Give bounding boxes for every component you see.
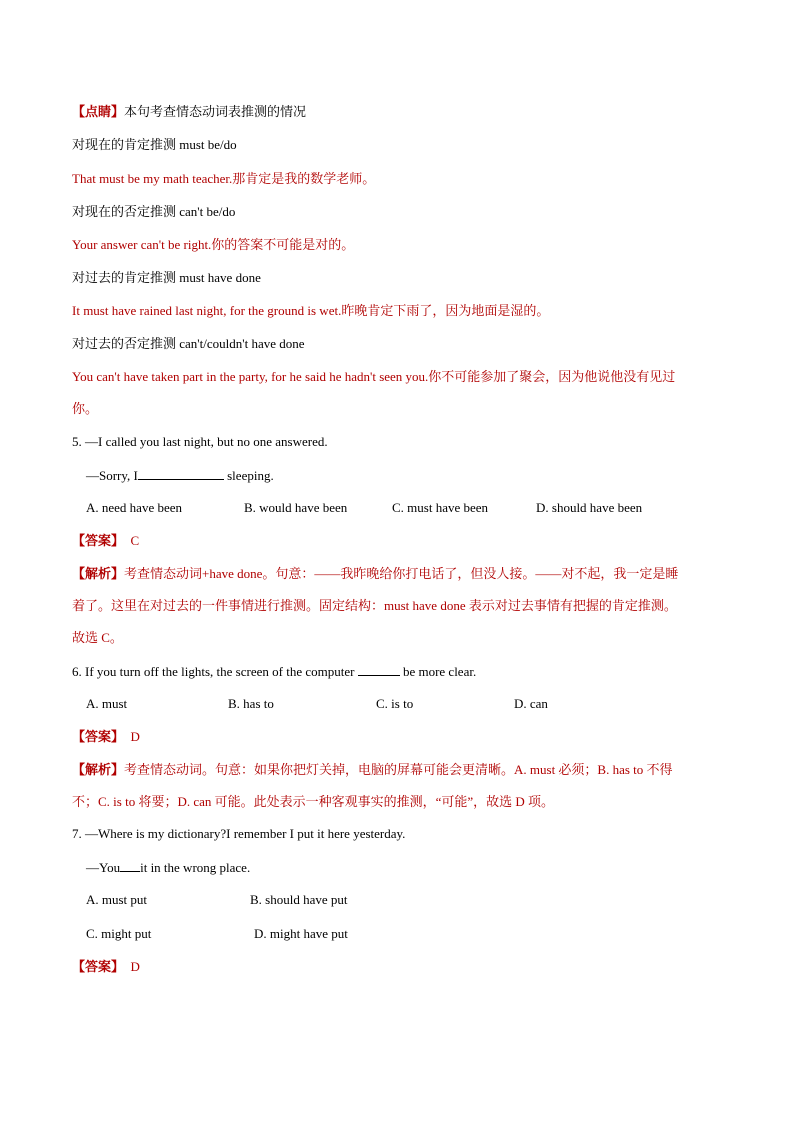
q5-option-a: A. need have been	[86, 500, 183, 515]
q5-analysis-line2: 着了。这里在对过去的一件事情进行推测。固定结构：must have done 表示对过去事情有把握的肯定推测。	[72, 598, 677, 613]
rule-example: That must be my math teacher.那肯定是我的数学老师。	[72, 171, 376, 186]
answer-blank	[138, 467, 224, 480]
answer-blank	[358, 663, 400, 676]
q6-option-b: B. has to	[228, 696, 274, 711]
q6-stem-start: 6. If you turn off the lights, the screen of the computer	[72, 664, 358, 679]
q5-option-b: B. would have been	[244, 500, 348, 515]
q5-reply-start: —Sorry, I	[86, 468, 138, 483]
dianjing-text: 本句考查情态动词表推测的情况	[124, 104, 307, 119]
q7-reply-end: it in the wrong place.	[140, 860, 251, 875]
q7-option-c: C. might put	[86, 926, 152, 941]
rule-title: 对现在的肯定推测 must be/do	[72, 137, 237, 152]
q6-stem	[72, 663, 476, 680]
q6-analysis	[72, 762, 673, 778]
rule-example: Your answer can't be right.你的答案不可能是对的。	[72, 237, 355, 252]
analysis-tag: 【解析】	[72, 566, 125, 581]
q5-reply-end: sleeping.	[223, 468, 274, 483]
q7-option-d: D. might have put	[254, 926, 348, 941]
q6-analysis-line2: 不；C. is to 将要；D. can 可能。此处表示一种客观事实的推测，“可能”，故选 D 项。	[72, 794, 555, 809]
analysis-text: 考查情态动词+have done。句意：——我昨晚给你打电话了，但没人接。——对不起，我一定是睡	[124, 566, 679, 581]
rule-example: You can't have taken part in the party, for he said he hadn't seen you.你不可能参加了聚会，因为他说他没有见过	[72, 369, 676, 384]
q7-option-b: B. should have put	[250, 892, 348, 907]
answer-tag: 【答案】	[72, 959, 125, 974]
q7-reply-start: —You	[86, 860, 121, 875]
q6-answer	[72, 729, 140, 745]
rule-title: 对过去的否定推测 can't/couldn't have done	[72, 336, 305, 351]
answer-value: D	[130, 729, 140, 744]
q6-stem-end: be more clear.	[399, 664, 477, 679]
q7-option-a: A. must put	[86, 892, 148, 907]
rule-example-continued: 你。	[72, 401, 99, 416]
answer-value: D	[130, 959, 140, 974]
q6-option-d: D. can	[514, 696, 548, 711]
analysis-tag: 【解析】	[72, 762, 125, 777]
rule-title: 对过去的肯定推测 must have done	[72, 270, 261, 285]
answer-blank	[120, 859, 140, 872]
dianjing-tag: 【点睛】	[72, 104, 125, 119]
q5-option-c: C. must have been	[392, 500, 489, 515]
q5-answer	[72, 533, 139, 549]
q7-answer	[72, 959, 140, 975]
q6-option-a: A. must	[86, 696, 128, 711]
q7-reply	[86, 859, 250, 876]
q6-option-c: C. is to	[376, 696, 414, 711]
q5-analysis	[72, 566, 678, 582]
rule-title: 对现在的否定推测 can't be/do	[72, 204, 236, 219]
rule-example: It must have rained last night, for the ground is wet.昨晚肯定下雨了，因为地面是湿的。	[72, 303, 550, 318]
q5-reply	[86, 467, 274, 484]
dianjing-heading	[72, 104, 306, 120]
answer-tag: 【答案】	[72, 533, 125, 548]
answer-value: C	[130, 533, 140, 548]
q5-stem: 5. —I called you last night, but no one answered.	[72, 434, 328, 449]
answer-tag: 【答案】	[72, 729, 125, 744]
q7-stem: 7. —Where is my dictionary?I remember I put it here yesterday.	[72, 826, 406, 841]
q5-option-d: D. should have been	[536, 500, 643, 515]
analysis-text: 考查情态动词。句意：如果你把灯关掉，电脑的屏幕可能会更清晰。A. must 必须；B. has to 不得	[124, 762, 673, 777]
q5-analysis-line3: 故选 C。	[72, 630, 123, 645]
